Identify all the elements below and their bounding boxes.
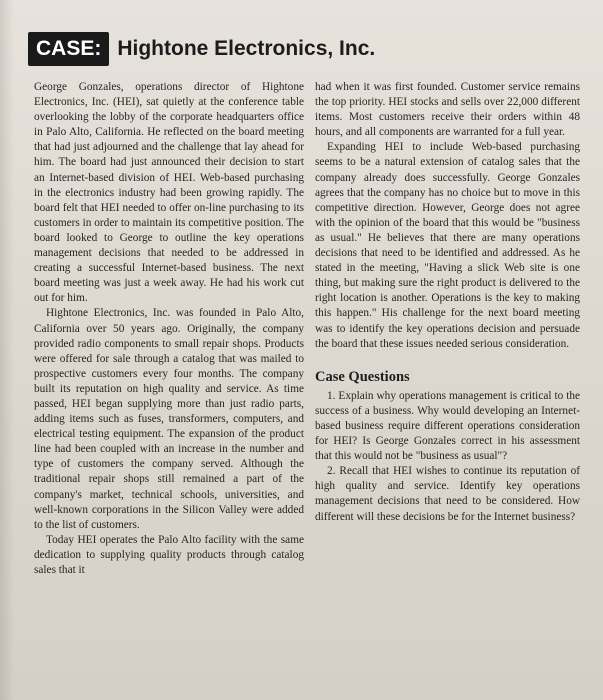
case-title: Hightone Electronics, Inc. <box>117 37 376 60</box>
case-question-2: 2. Recall that HEI wishes to continue its reputation of high quality and service. Identify key operations management decisions that need to be considered. How different will these decisions be for the Internet business? <box>315 465 580 523</box>
case-questions-heading: Case Questions <box>315 368 410 385</box>
left-column <box>34 80 304 578</box>
case-badge: CASE: <box>28 32 109 66</box>
paragraph-web-expansion: Expanding HEI to include Web-based purchasing seems to be a natural extension of catalog sales that the company already does successfully. George Gonzales agrees that the company has no choice but to move in this competitive direction. However, George does not agree with the opinion of the board that this would be "business as usual." He believes that there are many operations decisions that need to be identified and addressed. As he stated in the meeting, "Having a slick Web site is one thing, but making sure the right product is delivered to the right location is another. Operations is the key to making this happen." His challenge for the next board meeting was to identify the key operations decision and persuade the board that these issues needed serious consideration. <box>315 141 580 350</box>
page-shadow <box>0 0 14 700</box>
paragraph-continued: had when it was first founded. Customer service remains the top priority. HEI stocks and sells over 22,000 different items. Most customers receive their orders within 48 hours, and all components are warranted for a full year. <box>315 81 580 139</box>
right-column <box>315 80 580 525</box>
paragraph-history: Hightone Electronics, Inc. was founded in Palo Alto, California over 50 years ago. Originally, the company provided radio components to small repair shops. Products were offered for sale through a catalog that was mailed to prospective customers every four months. The company built its reputation on high quality and service. As time passed, HEI began supplying more than just radio parts, adding items such as fuses, transformers, computers, and electrical testing equipment. The expansion of the product line had been coupled with an increase in the number and type of customers the company served. Although the traditional repair shops still remained a part of the company's market, technical schools, universities, and well-known corporations in the Silicon Valley were added to the list of customers. <box>34 307 304 531</box>
case-question-1: 1. Explain why operations management is critical to the success of a business. Why would developing an Internet-based business require different operations consideration for HEI? Is George Gonzales correct in his assessment that this would not be "business as usual"? <box>315 389 580 463</box>
case-header <box>28 31 375 67</box>
paragraph-today: Today HEI operates the Palo Alto facility with the same dedication to supplying quality products through catalog sales that it <box>34 533 304 576</box>
paragraph-intro: George Gonzales, operations director of Hightone Electronics, Inc. (HEI), sat quietly at the conference table overlooking the lobby of the corporate headquarters office in Palo Alto, California. He reflected on the board meeting that had just adjourned and the challenge that lay ahead for him. The board had just announced their decision to start an Internet-based division of HEI. Web-based purchasing in the electronics industry had been growing rapidly. The board felt that HEI needed to offer on-line purchasing to its customers in order to maintain its competitive position. The board looked to George to outline the key operations management decisions that needed to be addressed in creating a successful Internet-based business. The next board meeting was just a week away. He had his work cut out for him. <box>34 81 304 305</box>
